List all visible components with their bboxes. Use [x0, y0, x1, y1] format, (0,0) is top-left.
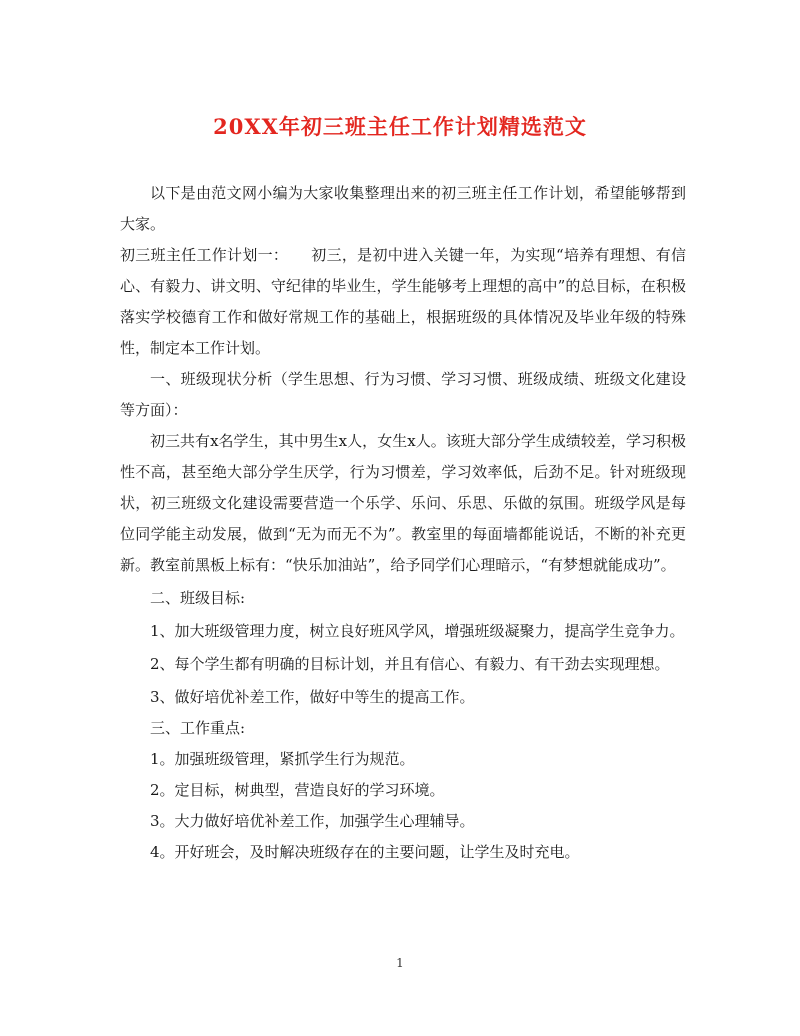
- goal-item-1: 1、加大班级管理力度，树立良好班风学风，增强班级凝聚力，提高学生竞争力。: [150, 622, 685, 640]
- goal-item-2: 2、每个学生都有明确的目标计划，并且有信心、有毅力、有干劲去实现理想。: [150, 655, 670, 673]
- goal-item-3: 3、做好培优补差工作，做好中等生的提高工作。: [150, 688, 475, 706]
- plan-one-paragraph: 初三班主任工作计划一： 初三，是初中进入关键一年，为实现“培养有理想、有信心、有毅力、讲文明、守纪律的毕业生，学生能够考上理想的高中”的总目标，在积极落实学校德育工作和做好常规工作的基础上，根据班级的具体情况及毕业年级的特殊性，制定本工作计划。: [120, 246, 686, 357]
- document-body: [120, 178, 686, 868]
- intro-paragraph: 以下是由范文网小编为大家收集整理出来的初三班主任工作计划，希望能够帮到大家。: [120, 184, 686, 233]
- focus-item-3: 3。大力做好培优补差工作，加强学生心理辅导。: [150, 812, 475, 830]
- page-number: 1: [396, 956, 404, 970]
- section-heading-goals: 二、班级目标:: [150, 589, 246, 607]
- document-title: 20XX年初三班主任工作计划精选范文: [213, 114, 587, 139]
- focus-item-1: 1。加强班级管理，紧抓学生行为规范。: [150, 750, 415, 768]
- class-status-paragraph: 初三共有x名学生，其中男生x人，女生x人。该班大部分学生成绩较差，学习积极性不高，甚至绝大部分学生厌学，行为习惯差，学习效率低，后劲不足。针对班级现状，初三班级文化建设需要营造一个乐学、乐问、乐思、乐做的氛围。班级学风是每位同学能主动发展，做到“无为而无不为”。教室里的每面墙都能说话，不断的补充更新。教室前黑板上标有：“快乐加油站”，给予同学们心理暗示，“有梦想就能成功”。: [120, 432, 686, 574]
- section-heading-focus: 三、工作重点:: [150, 719, 246, 737]
- section-heading-status: 一、班级现状分析（学生思想、行为习惯、学习习惯、班级成绩、班级文化建设等方面）：: [120, 370, 686, 419]
- focus-item-4: 4。开好班会，及时解决班级存在的主要问题，让学生及时充电。: [150, 843, 580, 861]
- focus-item-2: 2。定目标，树典型，营造良好的学习环境。: [150, 781, 445, 799]
